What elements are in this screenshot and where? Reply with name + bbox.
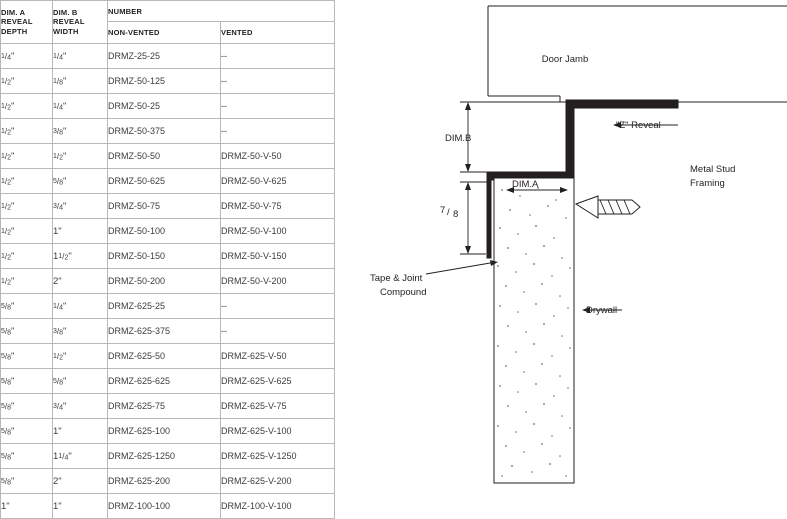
reveal-size-table-wrapper bbox=[0, 0, 334, 519]
cell-dim-a: 5/8" bbox=[1, 419, 53, 444]
cell-non-vented: DRMZ-625-625 bbox=[108, 369, 221, 394]
cell-dim-b: 3/4" bbox=[53, 394, 108, 419]
cell-dim-a: 5/8" bbox=[1, 394, 53, 419]
cell-dim-b: 3/8" bbox=[53, 119, 108, 144]
door-jamb-label: Door Jamb bbox=[541, 54, 589, 65]
metal-stud-label-line1: Metal Stud bbox=[690, 164, 736, 175]
cell-non-vented: DRMZ-625-1250 bbox=[108, 444, 221, 469]
screw-fastener bbox=[576, 196, 640, 218]
tape-joint-label-line1: Tape & Joint bbox=[370, 273, 423, 284]
table-row bbox=[1, 169, 335, 194]
drywall-label: Drywall bbox=[586, 305, 618, 316]
cell-vented: DRMZ-625-V-200 bbox=[221, 469, 335, 494]
cell-dim-b: 1" bbox=[53, 219, 108, 244]
cell-dim-a: 1/2" bbox=[1, 269, 53, 294]
column-header-dim-a bbox=[1, 1, 53, 44]
table-row bbox=[1, 69, 335, 94]
table-row bbox=[1, 219, 335, 244]
table-row bbox=[1, 244, 335, 269]
cell-dim-b: 1/2" bbox=[53, 144, 108, 169]
cell-dim-a: 1/4" bbox=[1, 44, 53, 69]
z-reveal-label: "Z" Reveal bbox=[616, 120, 661, 131]
dim-a-line3: DEPTH bbox=[1, 26, 28, 36]
cell-vented: -- bbox=[221, 119, 335, 144]
cell-vented: DRMZ-625-V-1250 bbox=[221, 444, 335, 469]
cell-dim-b: 1" bbox=[53, 419, 108, 444]
cell-non-vented: DRMZ-50-125 bbox=[108, 69, 221, 94]
cell-dim-a: 5/8" bbox=[1, 469, 53, 494]
dim-b-line2: REVEAL bbox=[53, 17, 85, 27]
table-row bbox=[1, 394, 335, 419]
table-header-row-1 bbox=[1, 1, 335, 22]
seven-eighths-denominator: 8 bbox=[453, 209, 459, 220]
cell-dim-b: 2" bbox=[53, 469, 108, 494]
seven-eighths-numerator: 7 bbox=[440, 205, 446, 216]
cell-dim-b: 1/4" bbox=[53, 294, 108, 319]
cell-non-vented: DRMZ-50-375 bbox=[108, 119, 221, 144]
cell-dim-a: 1/2" bbox=[1, 169, 53, 194]
cell-dim-a: 1/2" bbox=[1, 244, 53, 269]
cell-non-vented: DRMZ-625-375 bbox=[108, 319, 221, 344]
cell-dim-b: 1" bbox=[53, 494, 108, 519]
cell-dim-b: 11/4" bbox=[53, 444, 108, 469]
cell-vented: DRMZ-625-V-75 bbox=[221, 394, 335, 419]
reveal-size-table bbox=[0, 0, 335, 519]
door-jamb-shape bbox=[488, 6, 787, 102]
dim-b-label: DIM.B bbox=[445, 133, 472, 144]
dim-b-line3: WIDTH bbox=[53, 26, 79, 36]
column-header-vented: VENTED bbox=[221, 22, 335, 44]
cell-vented: -- bbox=[221, 294, 335, 319]
tape-joint-leader bbox=[426, 260, 498, 274]
cell-dim-a: 1" bbox=[1, 494, 53, 519]
table-row bbox=[1, 94, 335, 119]
seven-eighths-dimension bbox=[460, 182, 490, 254]
cell-vented: DRMZ-50-V-150 bbox=[221, 244, 335, 269]
cell-vented: DRMZ-50-V-75 bbox=[221, 194, 335, 219]
cell-vented: -- bbox=[221, 44, 335, 69]
cell-non-vented: DRMZ-50-100 bbox=[108, 219, 221, 244]
drywall-section bbox=[494, 178, 574, 483]
table-row bbox=[1, 344, 335, 369]
cell-vented: DRMZ-50-V-200 bbox=[221, 269, 335, 294]
cell-dim-b: 3/8" bbox=[53, 319, 108, 344]
table-row bbox=[1, 444, 335, 469]
dim-a-line2: REVEAL bbox=[1, 17, 33, 27]
detail-drawing bbox=[360, 0, 787, 496]
cell-dim-a: 5/8" bbox=[1, 369, 53, 394]
cell-non-vented: DRMZ-50-200 bbox=[108, 269, 221, 294]
cell-dim-a: 1/2" bbox=[1, 119, 53, 144]
cell-non-vented: DRMZ-50-625 bbox=[108, 169, 221, 194]
cell-vented: -- bbox=[221, 94, 335, 119]
cell-non-vented: DRMZ-50-75 bbox=[108, 194, 221, 219]
dim-b-line1: DIM. B bbox=[53, 7, 78, 17]
cell-dim-b: 1/4" bbox=[53, 94, 108, 119]
cell-non-vented: DRMZ-50-50 bbox=[108, 144, 221, 169]
dim-b-dimension bbox=[460, 102, 565, 172]
cell-vented: DRMZ-100-V-100 bbox=[221, 494, 335, 519]
table-row bbox=[1, 194, 335, 219]
cell-dim-a: 5/8" bbox=[1, 294, 53, 319]
column-header-dim-b bbox=[53, 1, 108, 44]
tape-joint-label-line2: Compound bbox=[380, 287, 427, 298]
cell-vented: DRMZ-50-V-625 bbox=[221, 169, 335, 194]
cell-vented: -- bbox=[221, 319, 335, 344]
cell-dim-a: 5/8" bbox=[1, 344, 53, 369]
table-row bbox=[1, 319, 335, 344]
cell-non-vented: DRMZ-25-25 bbox=[108, 44, 221, 69]
cell-vented: DRMZ-625-V-625 bbox=[221, 369, 335, 394]
cell-dim-a: 1/2" bbox=[1, 194, 53, 219]
cell-dim-b: 11/2" bbox=[53, 244, 108, 269]
table-row bbox=[1, 144, 335, 169]
table-body bbox=[1, 44, 335, 519]
cell-dim-a: 5/8" bbox=[1, 444, 53, 469]
cell-non-vented: DRMZ-50-150 bbox=[108, 244, 221, 269]
cell-non-vented: DRMZ-625-50 bbox=[108, 344, 221, 369]
cell-non-vented: DRMZ-625-100 bbox=[108, 419, 221, 444]
cell-dim-b: 1/8" bbox=[53, 69, 108, 94]
cell-dim-a: 1/2" bbox=[1, 144, 53, 169]
cell-non-vented: DRMZ-50-25 bbox=[108, 94, 221, 119]
cell-dim-a: 5/8" bbox=[1, 319, 53, 344]
cell-dim-b: 2" bbox=[53, 269, 108, 294]
table-row bbox=[1, 119, 335, 144]
column-header-number: NUMBER bbox=[108, 1, 335, 22]
cell-vented: DRMZ-625-V-100 bbox=[221, 419, 335, 444]
cell-dim-b: 5/8" bbox=[53, 369, 108, 394]
metal-stud-label-line2: Framing bbox=[690, 178, 725, 189]
table-row bbox=[1, 269, 335, 294]
cell-vented: DRMZ-50-V-100 bbox=[221, 219, 335, 244]
table-header bbox=[1, 1, 335, 44]
dim-a-label: DIM.A bbox=[512, 179, 539, 190]
cell-non-vented: DRMZ-100-100 bbox=[108, 494, 221, 519]
table-row bbox=[1, 494, 335, 519]
cell-dim-a: 1/2" bbox=[1, 69, 53, 94]
cell-vented: DRMZ-625-V-50 bbox=[221, 344, 335, 369]
cell-non-vented: DRMZ-625-200 bbox=[108, 469, 221, 494]
cell-dim-b: 1/2" bbox=[53, 344, 108, 369]
table-row bbox=[1, 369, 335, 394]
table-row bbox=[1, 44, 335, 69]
cell-dim-b: 1/4" bbox=[53, 44, 108, 69]
table-row bbox=[1, 294, 335, 319]
seven-eighths-slash: / bbox=[447, 207, 450, 218]
table-row bbox=[1, 469, 335, 494]
seven-eighths-label bbox=[440, 205, 458, 220]
cell-dim-a: 1/2" bbox=[1, 219, 53, 244]
cell-dim-b: 5/8" bbox=[53, 169, 108, 194]
cell-non-vented: DRMZ-625-25 bbox=[108, 294, 221, 319]
dim-a-line1: DIM. A bbox=[1, 7, 26, 17]
table-row bbox=[1, 419, 335, 444]
cell-vented: -- bbox=[221, 69, 335, 94]
cell-vented: DRMZ-50-V-50 bbox=[221, 144, 335, 169]
column-header-non-vented: NON-VENTED bbox=[108, 22, 221, 44]
cell-dim-a: 1/2" bbox=[1, 94, 53, 119]
cell-non-vented: DRMZ-625-75 bbox=[108, 394, 221, 419]
cell-dim-b: 3/4" bbox=[53, 194, 108, 219]
